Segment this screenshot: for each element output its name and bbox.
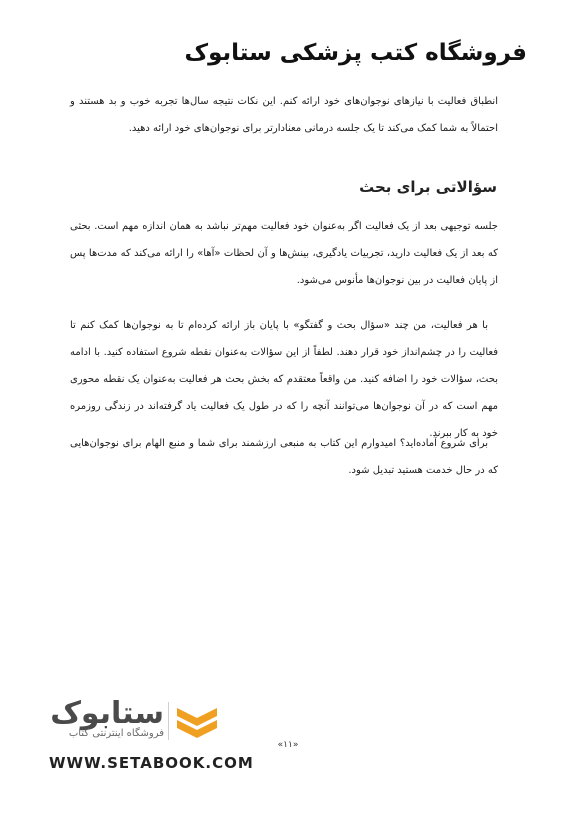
book-chevron-icon <box>174 704 220 744</box>
page-number: «۱۱» <box>277 740 299 750</box>
paragraph-4: برای شروع آماده‌اید؟ امیدوارم این کتاب به منبعی ارزشمند برای شما و منبع الهام برای نوجوان‌هایی که در حال خدمت هستید تبدیل شود. <box>70 438 498 476</box>
section-heading: سؤالاتی برای بحث <box>359 178 497 196</box>
paragraph-1: انطباق فعالیت با نیازهای نوجوان‌های خود ارائه کنم. این نکات نتیجه سال‌ها تجربه خوب و بد هستند و احتمالاً به شما کمک می‌کند تا یک جلسه درمانی معنادارتر برای نوجوان‌های خود ارائه دهید. <box>70 96 498 134</box>
page-header-title: فروشگاه کتب پزشکی ستابوک <box>184 40 527 66</box>
logo-divider <box>168 702 169 740</box>
website-url: WWW.SETABOOK.COM <box>49 754 254 772</box>
logo-wordmark: ستابوک <box>50 696 164 731</box>
paragraph-2: جلسه توجیهی بعد از یک فعالیت اگر به‌عنوان خود فعالیت مهم‌تر نباشد به همان اندازه مهم است. بحثی که بعد از یک فعالیت دارید، تجربیات یادگیری، بینش‌ها و آن لحظات «آها» را ارائه می‌کند که مدت‌ها پس از پایان فعالیت در بین نوجوان‌ها مأنوس می‌شود. <box>70 221 498 286</box>
logo-tagline: فروشگاه اینترنتی کتاب <box>68 728 164 739</box>
publisher-logo <box>48 696 254 786</box>
paragraph-3: با هر فعالیت، من چند «سؤال بحث و گفتگو» با پایان باز ارائه کرده‌ام تا به نوجوان‌ها کمک کنم تا فعالیت را در چشم‌انداز خود قرار دهند. لطفاً از این سؤالات به‌عنوان نقطه شروع استفاده کنید. با ادامه بحث، سؤالات خود را اضافه کنید. من واقعاً معتقدم که بخش بحث هر فعالیت به‌عنوان یک نقطه محوری مهم است که در آن نوجوان‌ها می‌توانند آنچه را که در طول یک فعالیت یاد گرفته‌اند در زندگی روزمره خود به کار ببرند. <box>70 320 498 439</box>
